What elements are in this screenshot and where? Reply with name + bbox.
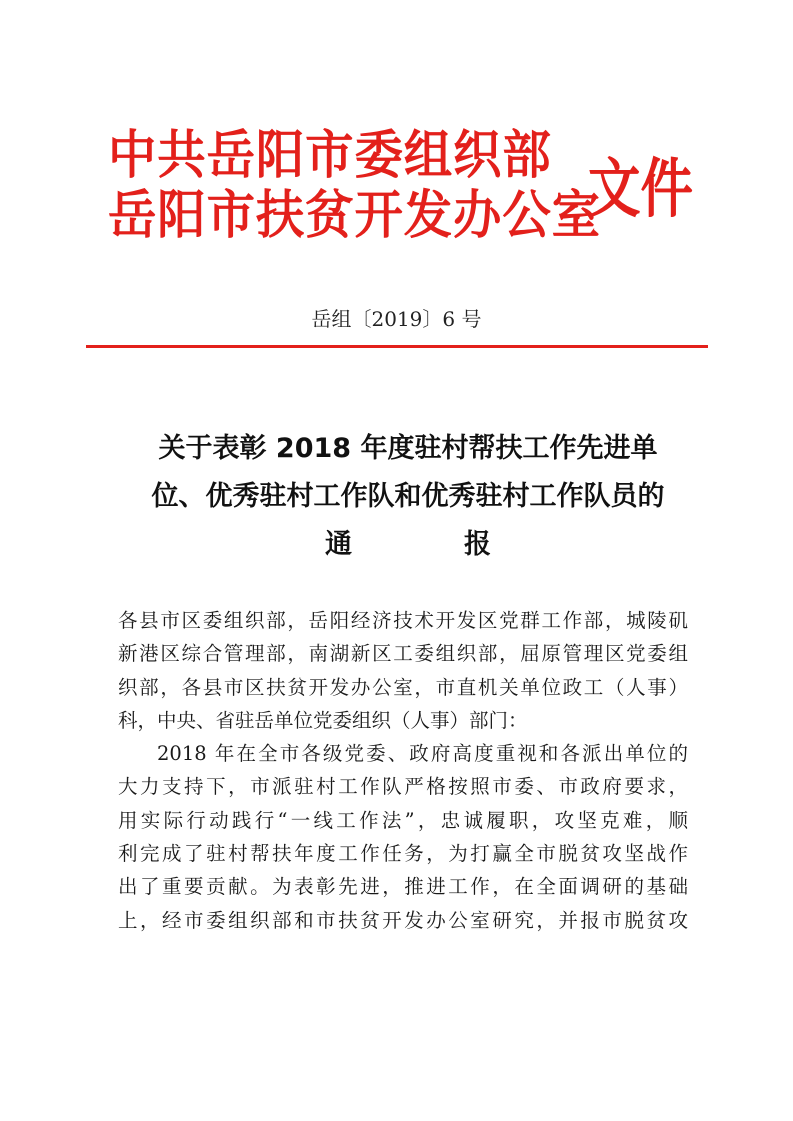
document-body xyxy=(118,604,688,937)
addressee-line: 织部，各县市区扶贫开发办公室，市直机关单位政工（人事） xyxy=(118,675,688,699)
issuing-organizations xyxy=(108,126,601,246)
paragraph-line: 用实际行动践行“一线工作法”，忠诚履职，攻坚克难，顺 xyxy=(118,808,688,832)
paragraph-line: 上，经市委组织部和市扶贫开发办公室研究，并报市脱贫攻 xyxy=(118,908,688,932)
paragraph-line: 出了重要贡献。为表彰先进，推进工作，在全面调研的基础 xyxy=(118,875,688,899)
title-line-3: 通报 xyxy=(325,529,603,560)
red-divider-line xyxy=(86,345,708,348)
addressee-line: 新港区综合管理部，南湖新区工委组织部，屈原管理区党委组 xyxy=(118,642,688,666)
document-number: 岳组〔2019〕6 号 xyxy=(311,307,482,331)
paragraph-line: 2018 年在全市各级党委、政府高度重视和各派出单位的 xyxy=(157,742,688,766)
document-type-label: 文件 xyxy=(588,153,693,227)
issuing-org-line-2: 岳阳市扶贫开发办公室 xyxy=(108,186,601,246)
title-line-1: 关于表彰 2018 年度驻村帮扶工作先进单 xyxy=(158,433,658,464)
addressee-line: 科，中央、省驻岳单位党委组织（人事）部门： xyxy=(118,708,528,732)
paragraph-line: 大力支持下，市派驻村工作队严格按照市委、市政府要求， xyxy=(118,775,688,799)
paragraph-line: 利完成了驻村帮扶年度工作任务，为打赢全市脱贫攻坚战作 xyxy=(118,842,688,866)
title-line-2: 位、优秀驻村工作队和优秀驻村工作队员的 xyxy=(151,481,665,512)
addressee-line: 各县市区委组织部，岳阳经济技术开发区党群工作部，城陵矶 xyxy=(118,609,688,632)
issuing-org-line-1: 中共岳阳市委组织部 xyxy=(108,126,552,186)
document-title xyxy=(108,425,708,569)
